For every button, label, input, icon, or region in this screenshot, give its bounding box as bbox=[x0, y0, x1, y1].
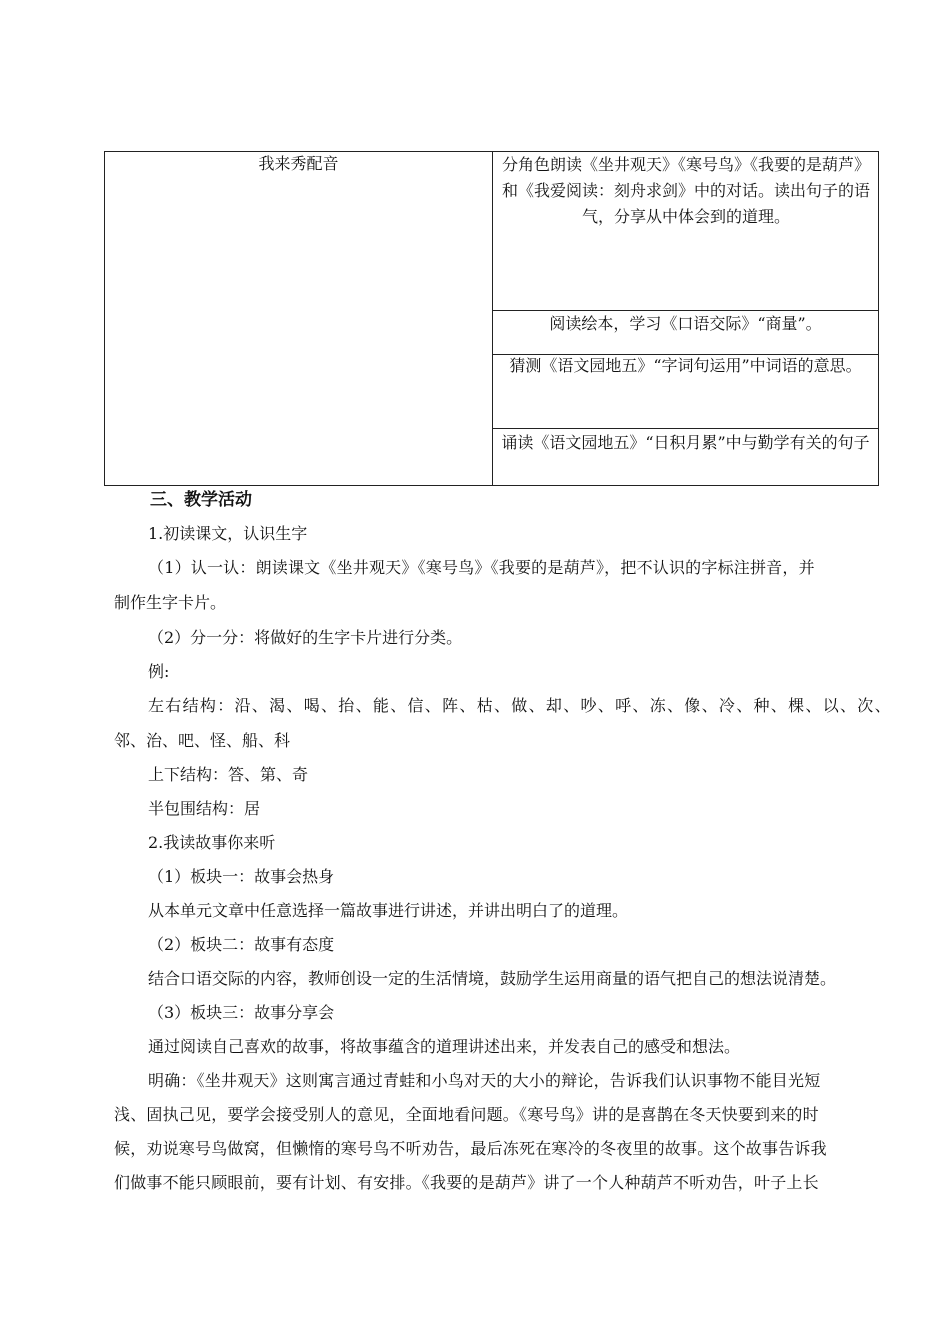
clarify-line2: 浅、固执己见，要学会接受别人的意见，全面地看问题。《寒号鸟》讲的是喜鹊在冬天快要到来的时 bbox=[114, 1105, 819, 1124]
section-title: 三、教学活动 bbox=[150, 490, 252, 510]
item1-p2: （2）分一分：将做好的生字卡片进行分类。 bbox=[148, 628, 463, 647]
table-cell-dialogue-reading: 分角色朗读《坐井观天》《寒号鸟》《我要的是葫芦》和《我爱阅读：刻舟求剑》中的对话。读出句子的语气，分享从中体会到的道理。 bbox=[501, 155, 870, 226]
clarify-line3: 候，劝说寒号鸟做窝，但懒惰的寒号鸟不听劝告，最后冻死在寒冷的冬夜里的故事。这个故事告诉我 bbox=[114, 1139, 827, 1158]
item1-p1-line2: 制作生字卡片。 bbox=[114, 593, 227, 612]
item2-title: 2.我读故事你来听 bbox=[148, 833, 276, 852]
activity-table bbox=[104, 151, 879, 486]
item1-title: 1.初读课文，认识生字 bbox=[148, 524, 308, 543]
clarify-line4: 们做事不能只顾眼前，要有计划、有安排。《我要的是葫芦》讲了一个人种葫芦不听劝告，叶子上长 bbox=[114, 1173, 819, 1192]
example-label: 例: bbox=[148, 662, 170, 681]
item1-p1-line1: （1）认一认：朗读课文《坐井观天》《寒号鸟》《我要的是葫芦》，把不认识的字标注拼音，并 bbox=[148, 558, 815, 577]
left-right-structure-line2: 邻、治、吧、怪、船、科 bbox=[114, 731, 291, 750]
left-right-structure-line1: 左右结构：沿、渴、喝、抬、能、信、阵、枯、做、却、吵、呼、冻、像、冷、种、棵、以、次、 bbox=[148, 696, 892, 715]
block3-text: 通过阅读自己喜欢的故事，将故事蕴含的道理讲述出来，并发表自己的感受和想法。 bbox=[148, 1037, 741, 1056]
clarify-line1: 明确：《坐井观天》这则寓言通过青蛙和小鸟对天的大小的辩论，告诉我们认识事物不能目光短 bbox=[148, 1071, 821, 1090]
table-cell-picture-book: 阅读绘本，学习《口语交际》“商量”。 bbox=[549, 314, 822, 333]
block1-text: 从本单元文章中任意选择一篇故事进行讲述，并讲出明白了的道理。 bbox=[148, 901, 629, 920]
block3-title: （3）板块三：故事分享会 bbox=[148, 1003, 335, 1022]
table-left-cell: 我来秀配音 bbox=[258, 154, 339, 173]
table-cell-recite: 诵读《语文园地五》“日积月累”中与勤学有关的句子 bbox=[501, 433, 870, 452]
block2-text: 结合口语交际的内容，教师创设一定的生活情境，鼓励学生运用商量的语气把自己的想法说清楚。 bbox=[148, 969, 837, 988]
table-row-divider bbox=[492, 428, 878, 429]
block1-title: （1）板块一：故事会热身 bbox=[148, 867, 335, 886]
top-bottom-structure: 上下结构：答、第、奇 bbox=[148, 765, 309, 784]
block2-title: （2）板块二：故事有态度 bbox=[148, 935, 335, 954]
table-cell-word-guess: 猜测《语文园地五》“字词句运用”中词语的意思。 bbox=[509, 356, 862, 375]
half-enclosure-structure: 半包围结构：居 bbox=[148, 799, 261, 818]
